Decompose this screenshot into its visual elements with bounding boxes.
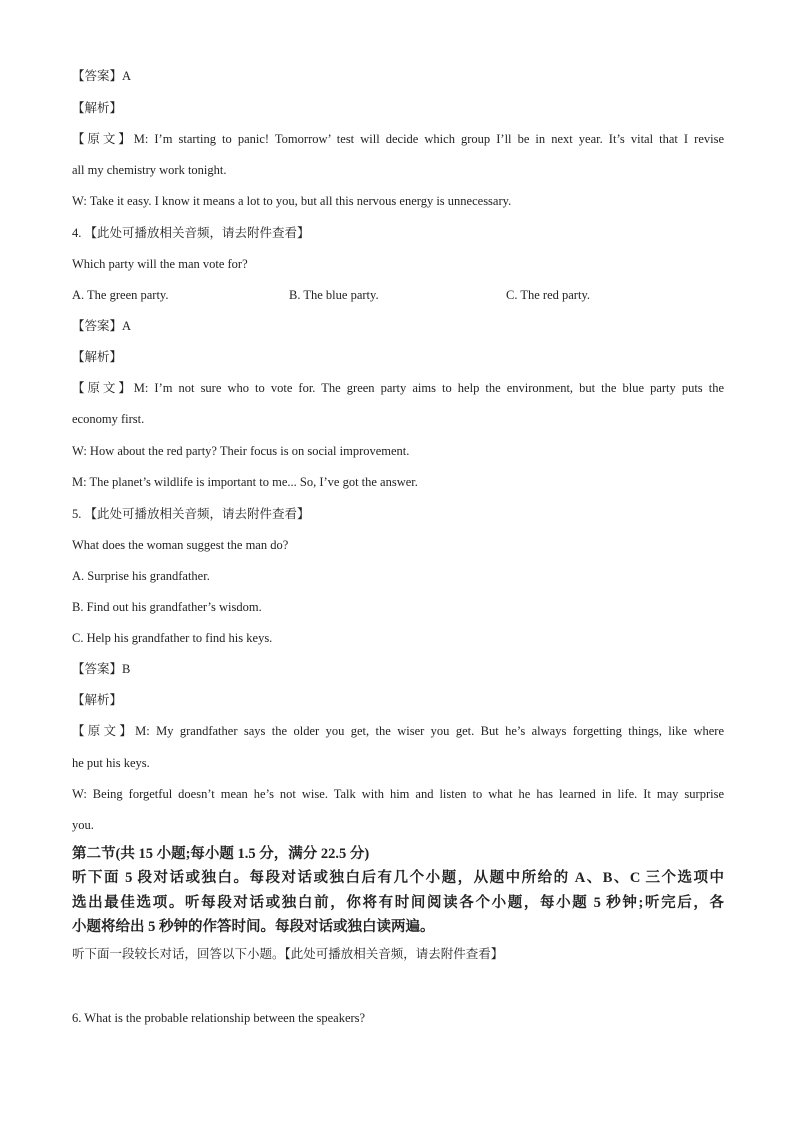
question-text: Which party will the man vote for? xyxy=(72,257,248,271)
option-a: A. The green party. xyxy=(72,288,169,302)
transcript-line: economy first. xyxy=(72,412,145,426)
transcript-line: all my chemistry work tonight. xyxy=(72,163,227,177)
question-text: What does the woman suggest the man do? xyxy=(72,538,289,552)
transcript-line: M: The planet’s wildlife is important to me... So, I’ve got the answer. xyxy=(72,475,418,489)
instruction-line: 选出最佳选项。听每段对话或独白前，你将有时间阅读各个小题，每小题 5 秒钟;听完后，各 xyxy=(72,895,724,911)
analysis-label: 【解析】 xyxy=(72,101,123,115)
answer-label: 【答案】A xyxy=(72,319,132,333)
transcript-line: W: Take it easy. I know it means a lot to you, but all this nervous energy is unnecessary. xyxy=(72,194,512,208)
audio-header: 4. 【此处可播放相关音频，请去附件查看】 xyxy=(72,226,310,240)
transcript-line: 【原文】M: I’m not sure who to vote for. The green party aims to help the environment, but the blue party puts the xyxy=(72,381,724,395)
option-c: C. The red party. xyxy=(506,288,591,302)
option-b: B. Find out his grandfather’s wisdom. xyxy=(72,600,262,614)
option-a: A. Surprise his grandfather. xyxy=(72,569,210,583)
section-note: 听下面一段较长对话，回答以下小题。【此处可播放相关音频，请去附件查看】 xyxy=(72,947,504,961)
transcript-line: he put his keys. xyxy=(72,756,150,770)
instruction-line: 小题将给出 5 秒钟的作答时间。每段对话或独白读两遍。 xyxy=(72,919,435,935)
answer-label: 【答案】B xyxy=(72,662,131,676)
section-title: 第二节(共 15 小题;每小题 1.5 分，满分 22.5 分) xyxy=(72,846,370,862)
option-c: C. Help his grandfather to find his keys. xyxy=(72,631,273,645)
answer-label: 【答案】A xyxy=(72,69,132,83)
analysis-label: 【解析】 xyxy=(72,350,123,364)
audio-header: 5. 【此处可播放相关音频，请去附件查看】 xyxy=(72,507,310,521)
transcript-line: W: Being forgetful doesn’t mean he’s not wise. Talk with him and listen to what he has learned in life. It may surprise xyxy=(72,787,724,801)
transcript-line: 【原文】M: My grandfather says the older you get, the wiser you get. But he’s always forgetting things, like where xyxy=(72,724,724,738)
question-6: 6. What is the probable relationship between the speakers? xyxy=(72,1011,366,1025)
option-b: B. The blue party. xyxy=(289,288,379,302)
transcript-line: you. xyxy=(72,818,94,832)
transcript-line: W: How about the red party? Their focus is on social improvement. xyxy=(72,444,410,458)
analysis-label: 【解析】 xyxy=(72,693,123,707)
transcript-line: 【原文】M: I’m starting to panic! Tomorrow’ test will decide which group I’ll be in next year. It’s vital that I revise xyxy=(72,132,724,146)
instruction-line: 听下面 5 段对话或独白。每段对话或独白后有几个小题，从题中所给的 A、B、C 三个选项中 xyxy=(72,870,724,886)
